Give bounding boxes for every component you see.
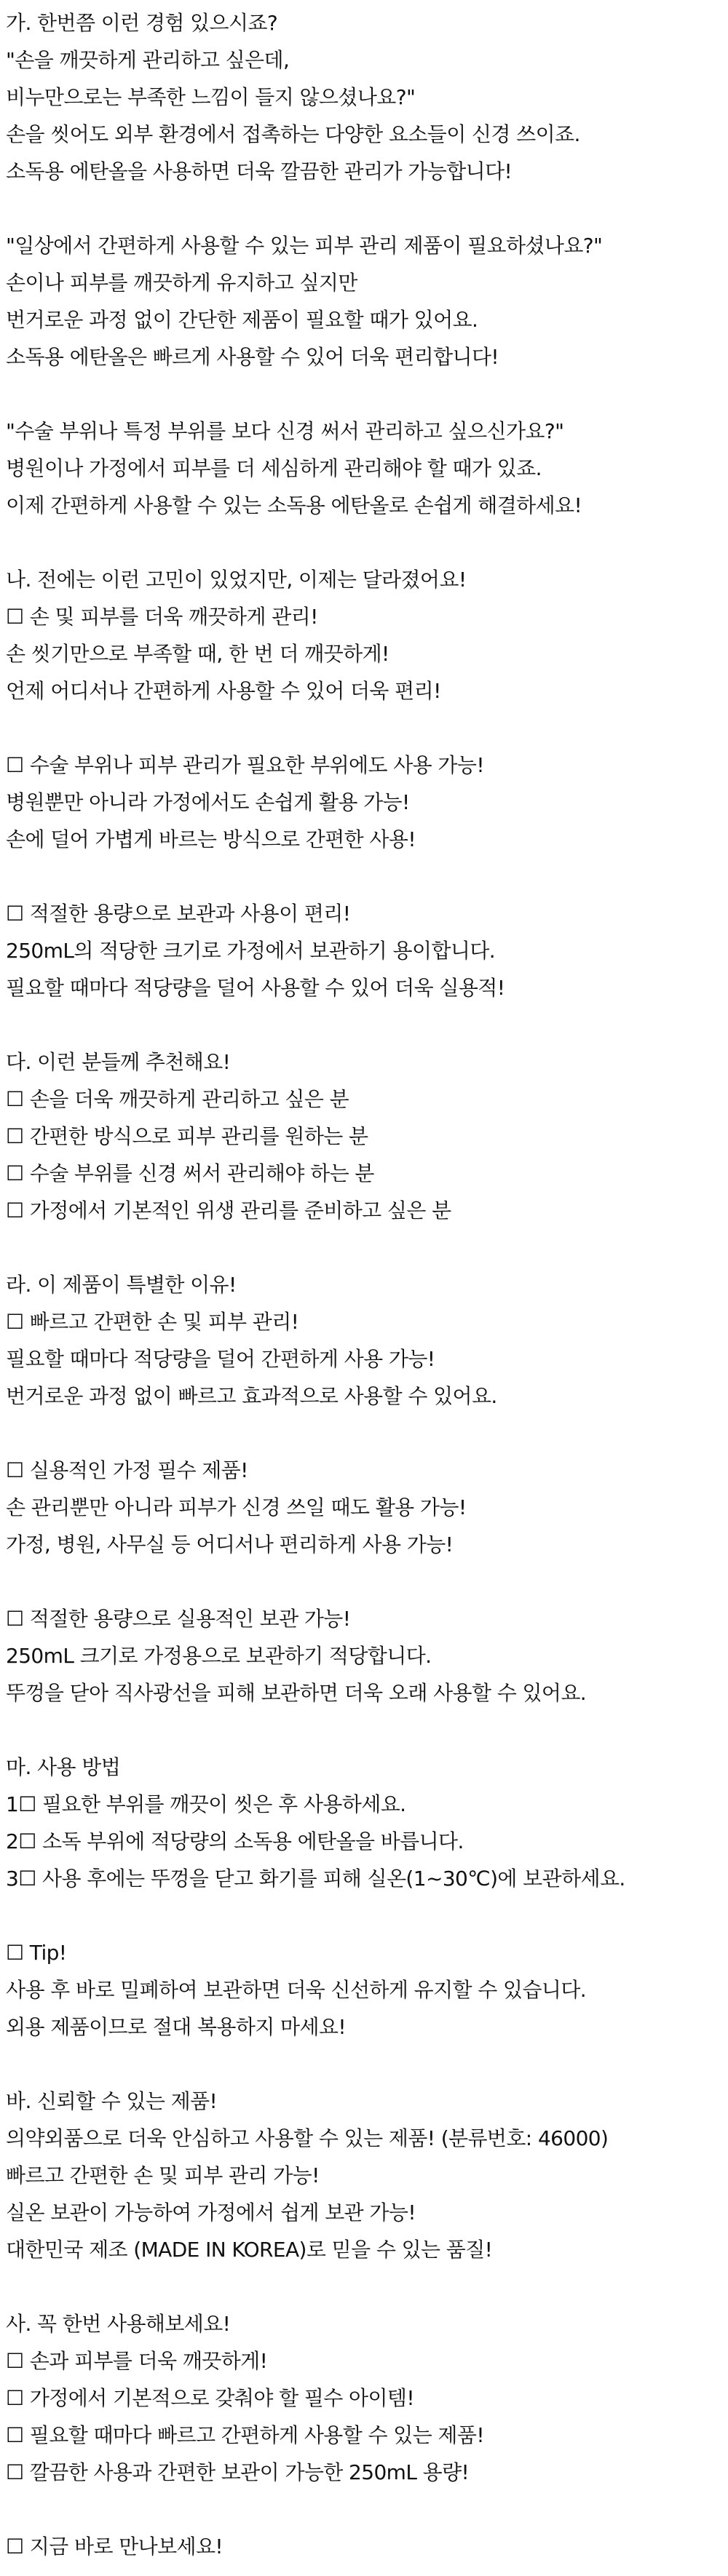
text-line: 필요할 때마다 적당량을 덜어 간편하게 사용 가능! bbox=[6, 1347, 435, 1371]
text-line: 손이나 피부를 깨끗하게 유지하고 싶지만 bbox=[6, 271, 357, 295]
section-call-to-action bbox=[6, 2528, 728, 2565]
step-item: 1☐ 필요한 부위를 깨끗이 씻은 후 사용하세요. bbox=[6, 1792, 406, 1816]
checkbox-item: ☐ 실용적인 가정 필수 제품! bbox=[6, 1458, 248, 1482]
checkbox-item: ☐ 빠르고 간편한 손 및 피부 관리! bbox=[6, 1310, 299, 1334]
checkbox-item: ☐ 수술 부위나 피부 관리가 필요한 부위에도 사용 가능! bbox=[6, 753, 484, 777]
paragraph-gap bbox=[6, 709, 728, 747]
text-line: 외용 제품이므로 절대 복용하지 마세요! bbox=[6, 2015, 346, 2039]
text-line: 손을 씻어도 외부 환경에서 접촉하는 다양한 요소들이 신경 쓰이죠. bbox=[6, 122, 580, 146]
section-heading: 바. 신뢰할 수 있는 제품! bbox=[6, 2089, 218, 2113]
text-line: 이제 간편하게 사용할 수 있는 소독용 에탄올로 손쉽게 해결하세요! bbox=[6, 493, 582, 517]
text-line: 번거로운 과정 없이 간단한 제품이 필요할 때가 있어요. bbox=[6, 308, 478, 332]
text-line: 실온 보관이 가능하여 가정에서 쉽게 보관 가능! bbox=[6, 2201, 416, 2225]
checkbox-item: ☐ 가정에서 기본적인 위생 관리를 준비하고 싶은 분 bbox=[6, 1198, 451, 1223]
text-line: 사용 후 바로 밀폐하여 보관하면 더욱 신선하게 유지할 수 있습니다. bbox=[6, 1978, 587, 2002]
section-storage bbox=[6, 1600, 728, 1712]
text-line: 대한민국 제조 (MADE IN KOREA)로 믿을 수 있는 품질! bbox=[6, 2238, 493, 2262]
checkbox-item: ☐ 손을 더욱 깨끗하게 관리하고 싶은 분 bbox=[6, 1087, 349, 1111]
section-surgical-area bbox=[6, 413, 728, 524]
paragraph-gap bbox=[6, 1563, 728, 1600]
checkbox-item: ☐ Tip! bbox=[6, 1941, 67, 1965]
section-heading: 다. 이런 분들께 추천해요! bbox=[6, 1050, 231, 1074]
paragraph-gap bbox=[6, 2046, 728, 2083]
checkbox-item: ☐ 손 및 피부를 더욱 깨끗하게 관리! bbox=[6, 605, 318, 629]
checkbox-item: ☐ 간편한 방식으로 피부 관리를 원하는 분 bbox=[6, 1124, 368, 1148]
text-line: 250mL의 적당한 크기로 가정에서 보관하기 용이합니다. bbox=[6, 939, 496, 963]
paragraph-gap bbox=[6, 858, 728, 895]
text-line: 빠르고 간편한 손 및 피부 관리 가능! bbox=[6, 2163, 320, 2187]
section-daily-care bbox=[6, 227, 728, 375]
text-line: "일상에서 간편하게 사용할 수 있는 피부 관리 제품이 필요하셨나요?" bbox=[6, 234, 603, 258]
section-try-it bbox=[6, 2305, 728, 2491]
text-line: 소독용 에탄올은 빠르게 사용할 수 있어 더욱 편리합니다! bbox=[6, 345, 499, 369]
text-line: 손 씻기만으로 부족할 때, 한 번 더 깨끗하게! bbox=[6, 642, 389, 666]
paragraph-gap bbox=[6, 190, 728, 227]
step-item: 2☐ 소독 부위에 적당량의 소독용 에탄올을 바릅니다. bbox=[6, 1829, 464, 1853]
section-heading: 나. 전에는 이런 고민이 있었지만, 이제는 달라졌어요! bbox=[6, 568, 467, 592]
text-line: 병원뿐만 아니라 가정에서도 손쉽게 활용 가능! bbox=[6, 790, 410, 814]
text-line: 250mL 크기로 가정용으로 보관하기 적당합니다. bbox=[6, 1644, 432, 1668]
paragraph-gap bbox=[6, 524, 728, 561]
paragraph-gap bbox=[6, 1229, 728, 1266]
paragraph-gap bbox=[6, 2491, 728, 2528]
section-heading: 가. 한번쯤 이런 경험 있으시죠? bbox=[6, 11, 278, 35]
text-line: 뚜껑을 닫아 직사광선을 피해 보관하면 더욱 오래 사용할 수 있어요. bbox=[6, 1681, 587, 1705]
text-line: 손에 덜어 가볍게 바르는 방식으로 간편한 사용! bbox=[6, 827, 416, 851]
section-heading: 마. 사용 방법 bbox=[6, 1755, 121, 1779]
checkbox-item: ☐ 수술 부위를 신경 써서 관리해야 하는 분 bbox=[6, 1161, 374, 1185]
paragraph-gap bbox=[6, 1712, 728, 1749]
step-item: 3☐ 사용 후에는 뚜껑을 닫고 화기를 피해 실온(1~30℃)에 보관하세요. bbox=[6, 1867, 625, 1891]
section-recommended-for bbox=[6, 1043, 728, 1229]
section-why-special bbox=[6, 1266, 728, 1415]
paragraph-gap bbox=[6, 375, 728, 413]
text-line: 언제 어디서나 간편하게 사용할 수 있어 더욱 편리! bbox=[6, 679, 441, 703]
section-usable-areas bbox=[6, 747, 728, 858]
checkbox-item: ☐ 가정에서 기본적으로 갖춰야 할 필수 아이템! bbox=[6, 2386, 414, 2410]
checkbox-item: ☐ 적절한 용량으로 보관과 사용이 편리! bbox=[6, 902, 351, 926]
section-usage-method bbox=[6, 1749, 728, 1897]
section-household-essential bbox=[6, 1452, 728, 1563]
section-capacity bbox=[6, 895, 728, 1006]
text-line: "수술 부위나 특정 부위를 보다 신경 써서 관리하고 싶으신가요?" bbox=[6, 419, 564, 443]
paragraph-gap bbox=[6, 1006, 728, 1043]
paragraph-gap bbox=[6, 1415, 728, 1452]
checkbox-item: ☐ 손과 피부를 더욱 깨끗하게! bbox=[6, 2349, 268, 2373]
text-line: 비누만으로는 부족한 느낌이 들지 않으셨나요?" bbox=[6, 85, 416, 109]
section-tip bbox=[6, 1934, 728, 2046]
text-line: 번거로운 과정 없이 빠르고 효과적으로 사용할 수 있어요. bbox=[6, 1384, 497, 1408]
text-line: 가정, 병원, 사무실 등 어디서나 편리하게 사용 가능! bbox=[6, 1533, 454, 1557]
text-line: 소독용 에탄올을 사용하면 더욱 깔끔한 관리가 가능합니다! bbox=[6, 159, 513, 183]
text-line: 의약외품으로 더욱 안심하고 사용할 수 있는 제품! (분류번호: 46000) bbox=[6, 2126, 609, 2150]
section-trustworthy bbox=[6, 2083, 728, 2268]
paragraph-gap bbox=[6, 2268, 728, 2305]
checkbox-item: ☐ 지금 바로 만나보세요! bbox=[6, 2535, 223, 2559]
section-heading: 사. 꼭 한번 사용해보세요! bbox=[6, 2312, 231, 2336]
section-heading: 라. 이 제품이 특별한 이유! bbox=[6, 1273, 237, 1297]
section-intro-experience bbox=[6, 4, 728, 190]
checkbox-item: ☐ 적절한 용량으로 실용적인 보관 가능! bbox=[6, 1607, 351, 1631]
checkbox-item: ☐ 필요할 때마다 빠르고 간편하게 사용할 수 있는 제품! bbox=[6, 2423, 484, 2447]
checkbox-item: ☐ 깔끔한 사용과 간편한 보관이 가능한 250mL 용량! bbox=[6, 2460, 470, 2484]
section-before-after bbox=[6, 561, 728, 709]
text-line: 손 관리뿐만 아니라 피부가 신경 쓰일 때도 활용 가능! bbox=[6, 1495, 467, 1519]
text-line: 병원이나 가정에서 피부를 더 세심하게 관리해야 할 때가 있죠. bbox=[6, 456, 542, 480]
text-line: 필요할 때마다 적당량을 덜어 사용할 수 있어 더욱 실용적! bbox=[6, 976, 505, 1000]
text-line: "손을 깨끗하게 관리하고 싶은데, bbox=[6, 48, 290, 72]
paragraph-gap bbox=[6, 1897, 728, 1934]
